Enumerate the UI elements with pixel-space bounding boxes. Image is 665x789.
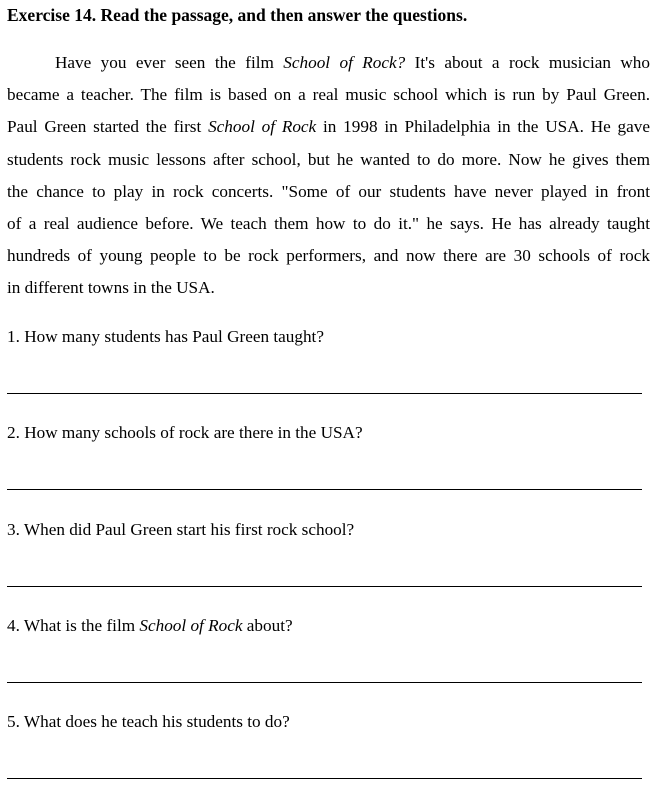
passage-line: Have you ever seen the film School of Rock? It's about a rock musician who [55,53,650,72]
passage-line: of a real audience before. We teach them how to do it." he says. He has already taught [7,213,650,233]
film-title: School of Rock [139,616,243,635]
question-3: 3. When did Paul Green start his first rock school? [7,520,355,539]
passage-line: became a teacher. The film is based on a real music school which is run by Paul Green. [7,85,650,105]
exercise-heading: Exercise 14. Read the passage, and then answer the questions. [7,5,468,25]
passage-line: Paul Green started the first School of Rock in 1998 in Philadelphia in the USA. He gave [7,117,650,137]
passage-line: hundreds of young people to be rock performers, and now there are 30 schools of rock [7,246,650,266]
school-name: School of Rock [208,117,317,137]
question-2: 2. How many schools of rock are there in the USA? [7,423,363,442]
passage-line: in different towns in the USA. [7,278,215,298]
reading-passage [7,47,650,305]
question-5: 5. What does he teach his students to do? [7,712,290,731]
film-title: School of Rock? [283,53,406,72]
answer-line-5[interactable] [7,778,642,779]
question-4: 4. What is the film School of Rock about? [7,616,293,635]
passage-line: students rock music lessons after school, but he wanted to do more. Now he gives them [7,149,650,169]
question-1: 1. How many students has Paul Green taught? [7,327,324,346]
answer-line-2[interactable] [7,489,642,490]
passage-line: the chance to play in rock concerts. "Some of our students have never played in front [7,181,650,201]
answer-line-4[interactable] [7,682,642,683]
answer-line-1[interactable] [7,393,642,394]
answer-line-3[interactable] [7,586,642,587]
